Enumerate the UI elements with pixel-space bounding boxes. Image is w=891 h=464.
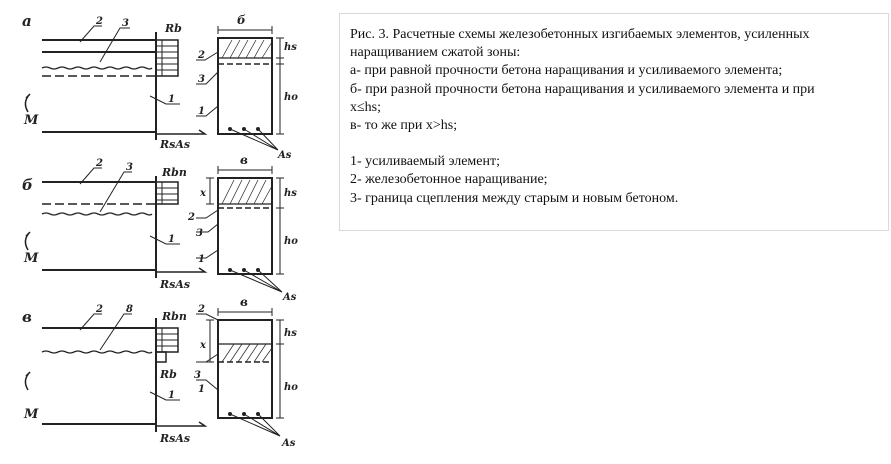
caption-legend-1: 1- усиливаемый элемент; bbox=[350, 154, 500, 170]
section-b-num-1: 1 bbox=[198, 254, 205, 265]
row-v-label: в bbox=[22, 308, 32, 326]
row-v-stress-block-lower bbox=[156, 352, 166, 362]
row-v-leaders bbox=[80, 314, 180, 400]
row-b-num-3: 3 bbox=[126, 162, 133, 173]
row-v-tension-arrow bbox=[156, 422, 205, 426]
section-v-hs-label: hs bbox=[284, 328, 297, 339]
caption-case-v: в- то же при x>hs; bbox=[350, 118, 458, 134]
row-v-beam-outline bbox=[42, 318, 156, 432]
section-v-label: в bbox=[240, 295, 248, 309]
row-a-num-2: 2 bbox=[96, 16, 103, 27]
section-b-hatch bbox=[222, 180, 272, 204]
section-v-as-label: As bbox=[282, 438, 296, 449]
row-b-cross-section bbox=[187, 153, 298, 303]
section-b-x-dim bbox=[206, 178, 214, 204]
caption-case-a: а- при равной прочности бетона наращивания и усиливаемого элемента; bbox=[350, 63, 783, 79]
section-a-label: б bbox=[237, 13, 246, 27]
row-b-num-1: 1 bbox=[168, 234, 175, 245]
section-b-num-2: 2 bbox=[188, 212, 195, 223]
figure-caption bbox=[339, 13, 889, 231]
row-v-bond-line bbox=[42, 351, 152, 353]
caption-case-b-line-1: б- при разной прочности бетона наращивания и усиливаемого элемента и при bbox=[350, 81, 815, 97]
row-a-moment-label: M bbox=[24, 113, 39, 128]
section-b-height-dim bbox=[276, 178, 284, 274]
row-v-stress-hatch bbox=[156, 328, 178, 352]
section-v-hatch bbox=[222, 344, 272, 362]
section-a-num-2: 2 bbox=[198, 50, 205, 61]
section-v-width-dim bbox=[218, 308, 272, 316]
section-a-width-dim bbox=[218, 26, 272, 34]
row-a-label: а bbox=[22, 12, 32, 30]
section-b-outline bbox=[218, 178, 272, 274]
section-a-as-label: As bbox=[278, 150, 292, 161]
row-b-label: б bbox=[22, 176, 33, 194]
row-v-rbn-label: Rbn bbox=[162, 310, 187, 323]
section-a-outline bbox=[218, 38, 272, 134]
row-b-tension-arrow bbox=[156, 268, 205, 272]
row-a-moment-arrow bbox=[25, 94, 30, 112]
caption-legend-3: 3- граница сцепления между старым и новым бетоном. bbox=[350, 190, 679, 206]
row-a-bond-line bbox=[42, 67, 152, 69]
section-a-as-leader bbox=[230, 129, 278, 150]
caption-legend-2: 2- железобетонное наращивание; bbox=[350, 172, 548, 188]
section-v-height-dim bbox=[276, 320, 284, 418]
row-b-num-2: 2 bbox=[96, 158, 103, 169]
row-a-tension-arrow bbox=[156, 130, 205, 134]
caption-title-line-2: наращиванием сжатой зоны: bbox=[350, 45, 521, 61]
row-v-rsas-label: RsAs bbox=[160, 432, 191, 445]
row-b-stress-block bbox=[156, 182, 178, 204]
section-v-x-dim bbox=[206, 320, 214, 362]
row-a-cross-section bbox=[196, 13, 298, 161]
row-a-num-3: 3 bbox=[122, 18, 129, 29]
row-b-rbn-label: Rbn bbox=[162, 166, 187, 179]
row-b-leaders bbox=[80, 168, 180, 244]
section-a-num-3: 3 bbox=[198, 74, 205, 85]
row-b-stress-hatch bbox=[156, 182, 178, 204]
section-v-outline bbox=[218, 320, 272, 418]
row-a-rb-label: Rb bbox=[165, 22, 182, 35]
section-a-ho-label: ho bbox=[284, 92, 298, 103]
row-v-rb-label: Rb bbox=[160, 368, 177, 381]
section-v-num-2: 2 bbox=[198, 304, 205, 315]
row-a-scheme bbox=[22, 12, 205, 151]
row-v-cross-section bbox=[194, 295, 298, 449]
section-a-height-dim bbox=[276, 38, 284, 134]
row-b-beam-outline bbox=[42, 176, 156, 278]
row-v-num-1: 1 bbox=[168, 390, 175, 401]
section-a-hs-label: hs bbox=[284, 42, 297, 53]
row-v-moment-arrow bbox=[25, 372, 30, 390]
section-v-x-label: x bbox=[200, 340, 206, 351]
row-v-moment-label: M bbox=[24, 407, 39, 422]
row-b-scheme bbox=[22, 158, 205, 291]
row-b-moment-arrow bbox=[25, 232, 30, 250]
row-v-num-2: 2 bbox=[96, 304, 103, 315]
section-a-hatch bbox=[222, 40, 272, 58]
caption-case-b-line-2: x≤hs; bbox=[350, 99, 382, 115]
section-b-ho-label: ho bbox=[284, 236, 298, 247]
section-v-num-1: 1 bbox=[198, 384, 205, 395]
row-b-moment-label: M bbox=[24, 251, 39, 266]
row-a-rsas-label: RsAs bbox=[160, 138, 191, 151]
row-b-rsas-label: RsAs bbox=[160, 278, 191, 291]
row-v-scheme bbox=[22, 304, 205, 445]
row-a-stress-hatch bbox=[156, 40, 178, 76]
row-a-beam-outline bbox=[42, 32, 156, 140]
caption-title-line-1: Рис. 3. Расчетные схемы железобетонных изгибаемых элементов, усиленных bbox=[350, 27, 810, 42]
section-v-ho-label: ho bbox=[284, 382, 298, 393]
row-a-num-1: 1 bbox=[168, 94, 175, 105]
section-b-label: в bbox=[240, 153, 248, 167]
row-v-num-3: 8 bbox=[126, 304, 133, 315]
section-a-num-1: 1 bbox=[198, 106, 205, 117]
section-b-num-3: 3 bbox=[196, 228, 203, 239]
caption-spacer bbox=[350, 135, 878, 153]
section-b-width-dim bbox=[218, 166, 272, 174]
row-b-bond-line bbox=[42, 213, 152, 215]
section-b-as-label: As bbox=[283, 292, 297, 303]
section-v-num-3: 3 bbox=[194, 370, 201, 381]
section-b-hs-label: hs bbox=[284, 188, 297, 199]
section-b-x-label: x bbox=[200, 188, 206, 199]
row-a-leaders bbox=[80, 26, 180, 104]
